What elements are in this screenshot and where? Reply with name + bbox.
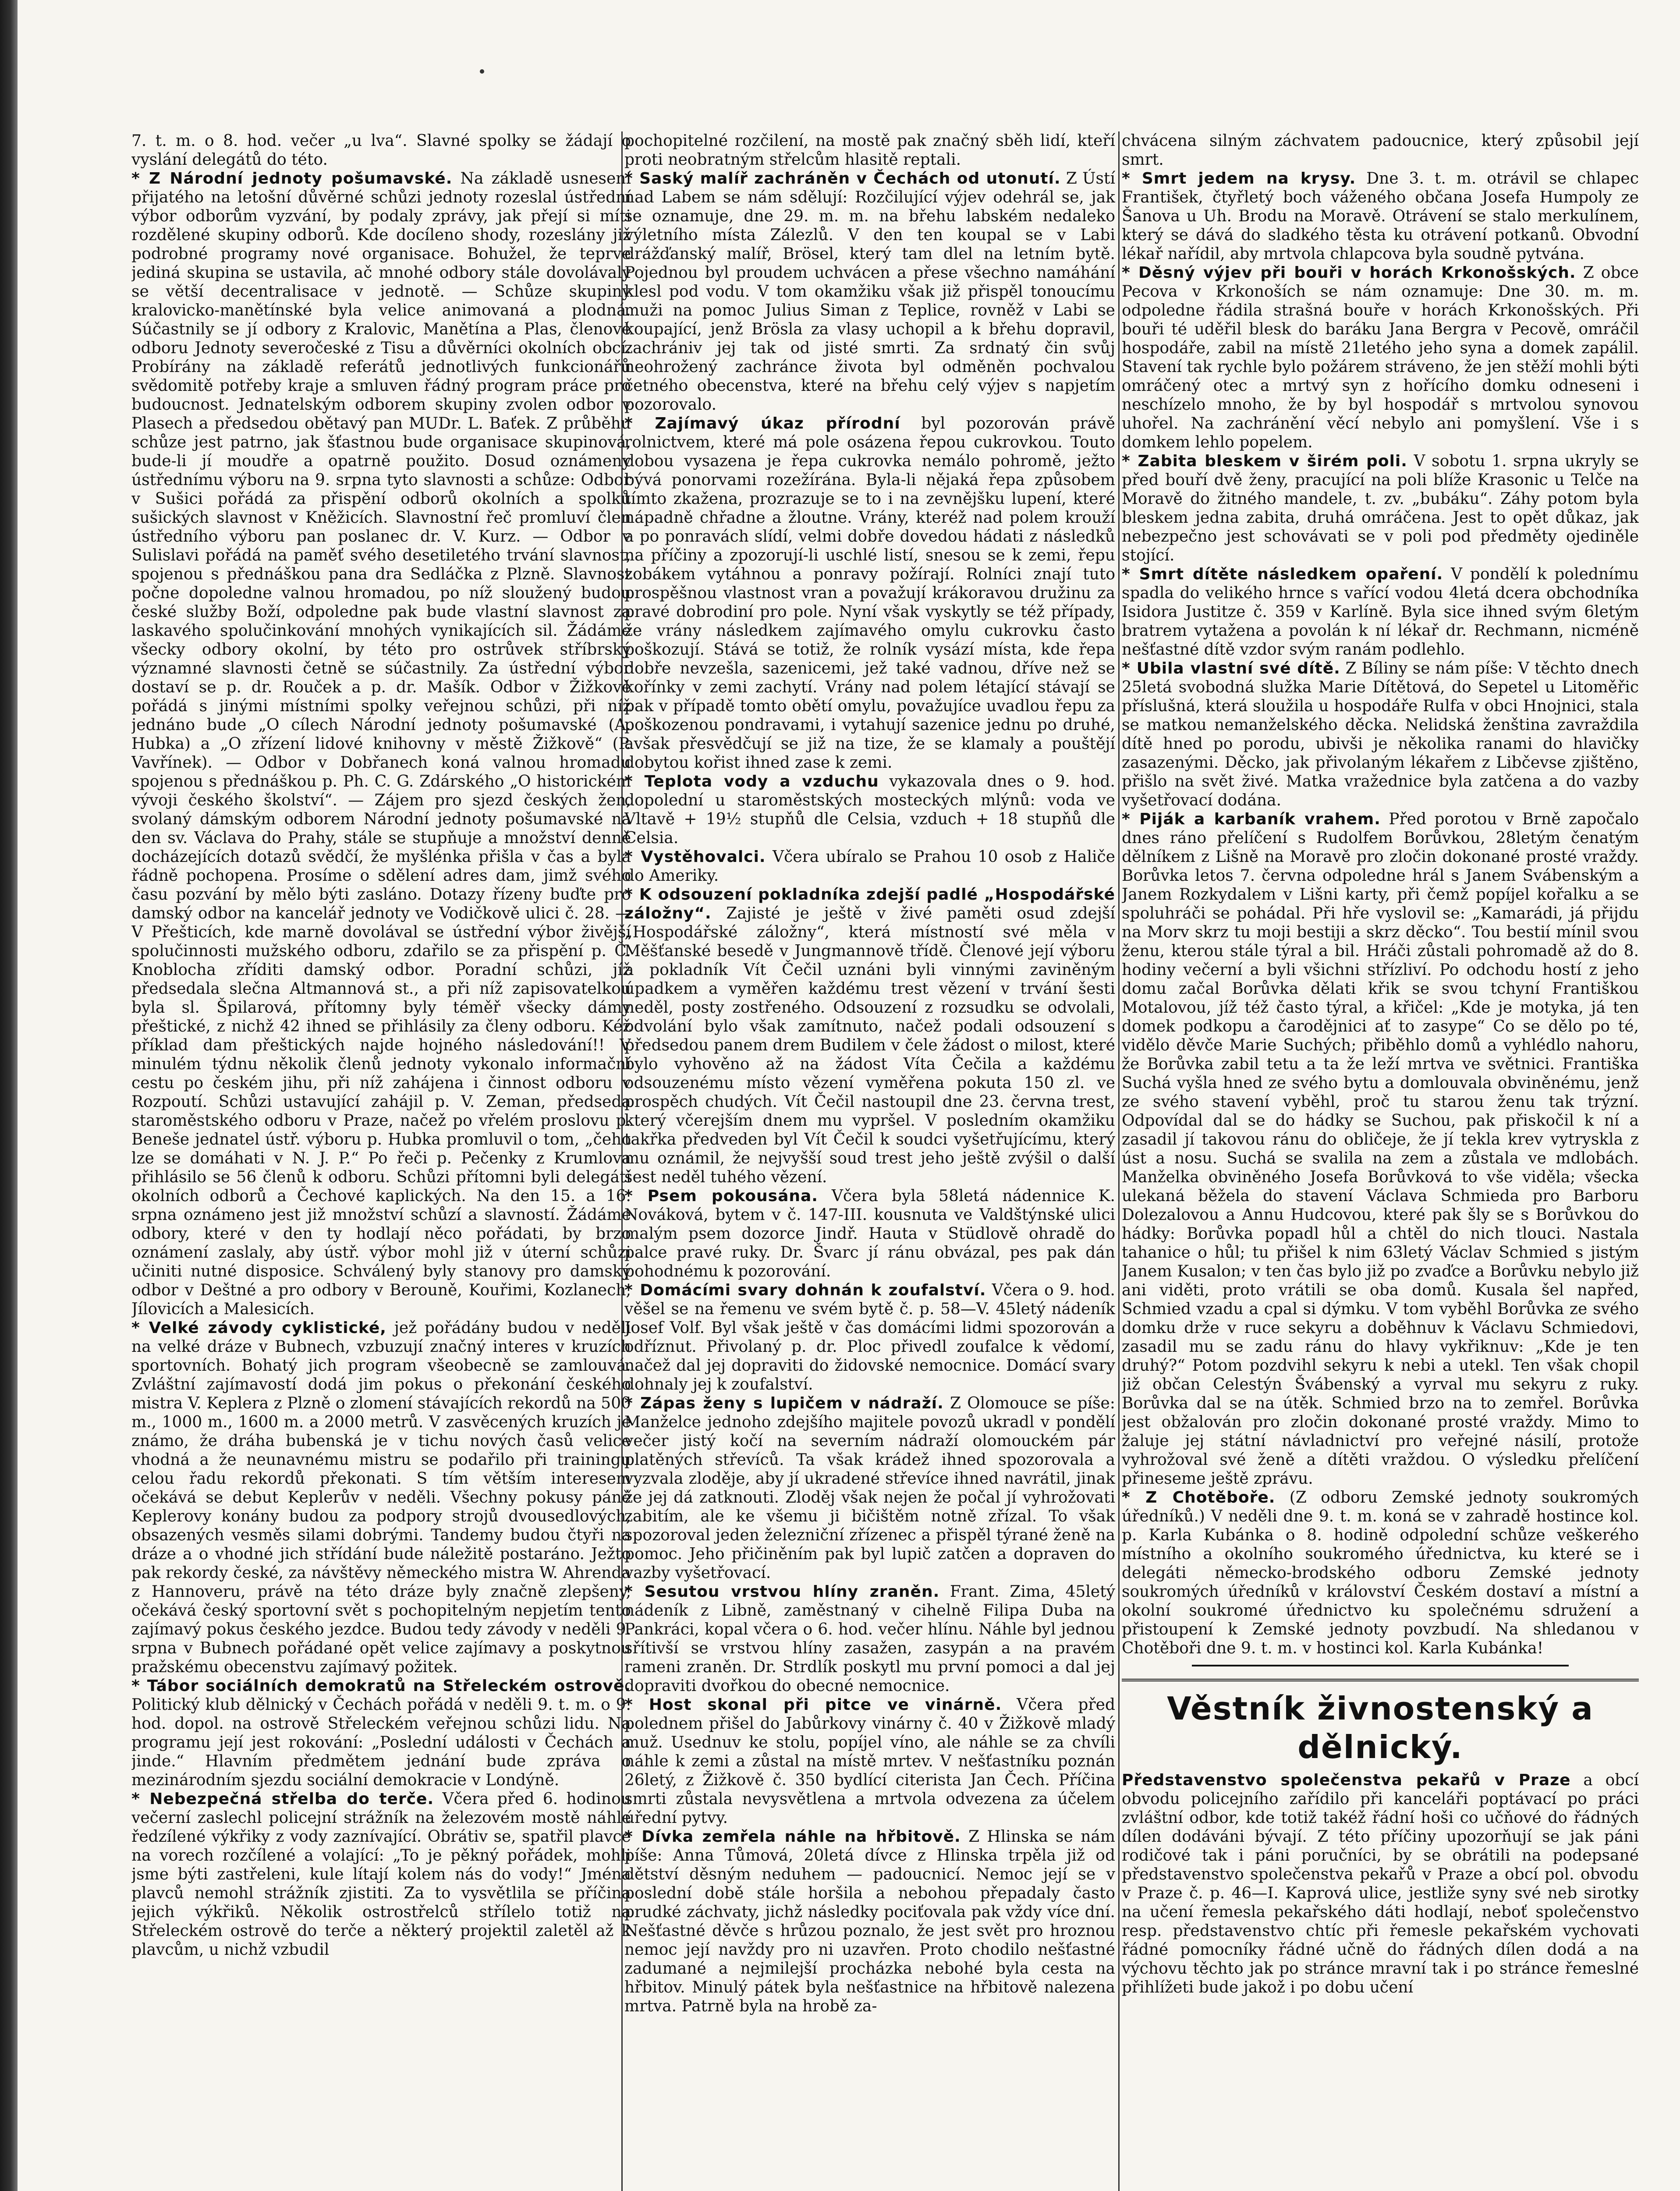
article-text: vykazovala dnes o 9. hod. dopolední u staroměstských mosteckých mlýnů: voda ve Vltavě + 19½ stupňů dle Celsia, vzduch + 18 stupňů dle Celsia. bbox=[624, 773, 1115, 847]
article-text: Včera před polednem přišel do Jabůrkovy vinárny č. 40 v Žižkově mladý muž. Usednuv ke stolu, popíjel víno, ale náhle se za chvíli náhle k zemi a zůstal na místě mrtev. V nešťastníku poznán 26letý, z Žižkově č. 350 bydlící citerista Jan Čech. Příčina smrti zůstala nevysvětlena a mrtvola odvezena za účelem úřední pytvy. bbox=[624, 1696, 1115, 1827]
article-paragraph bbox=[131, 131, 631, 169]
column-2 bbox=[624, 131, 1115, 2191]
article-paragraph bbox=[624, 169, 1115, 414]
article-text: Zajisté je ještě v živé paměti osud zdejší „Hospodářské záložny“, která místností své měla v Měšťanské besedě v Jungmannově třídě. Členové její výboru a pokladník Vít Čečil uznáni byli vinnými zaviněným úpadkem a vyměřen každému trest vězení v trvání šesti neděl, posty zostřeného. Odsouzení z rozsudku se odvolali, odvolání bylo však zamítnuto, načež podali odsouzení s předsedou panem drem Budilem v čele žádost o milost, které bylo vyhověno až na žádost Víta Čečila a každému odsouzenému místo vězení vyměřena pokuta 150 zl. ve prospěch chudých. Vít Čečil nastoupil dne 23. června trest, který včerejším dnem mu vypršel. V posledním okamžiku takřka předveden byl Vít Čečil k soudci vyšetřujícímu, který mu oznámil, že nejvyšší soud trest jeho ještě zvýšil o další šest neděl tuhého vězení. bbox=[624, 904, 1115, 1186]
article-text: byl pozorován právě rolnictvem, které má pole osázena řepou cukrovkou. Touto dobou vysazena je řepa cukrovka nemálo pohromě, ježto bývá ponorvami rozežírána. Byla-li nějaká řepa způsobem tímto zkažena, prozrazuje se to i na zevnějšku lupení, které nápadně chřadne a žloutne. Vrány, kteréž nad polem krouží a po ponravách slídí, velmi dobře dovedou hádati z následků na příčiny a zpozorují-li uschlé listí, snesou se k zemi, řepu zobákem vytáhnou a ponravy požírají. Rolníci znají tuto prospěšnou vlastnost vran a považují krákoravou družinu za pravé dobrodiní pro pole. Nyní však vyskytly se též případy, že vrány následkem zajímavého omylu cukrovku často poškozují. Stává se totiž, že rolník vysází místa, kde řepa dobře nevzešla, sazenicemi, jež také vadnou, dříve než se kořínky v zemi zachytí. Vrány nad polem létající stávají se pak v případě tomto obětí omylu, považujíce uvadlou řepu za poškozenou pondravami, i vytahují sazenice jednu po druhé, avšak přesvědčují se již na tize, že se klamaly a pouštějí dobytou kořist ihned zase k zemi. bbox=[624, 415, 1115, 772]
article-paragraph bbox=[1122, 131, 1639, 169]
article-headline: * Zajímavý úkaz přírodní bbox=[624, 415, 900, 433]
column-rule bbox=[1118, 131, 1120, 2191]
article-headline: * Saský malíř zachráněn v Čechách od utonutí. bbox=[624, 170, 1061, 188]
article-headline: * Děsný výjev při bouři v horách Krkonošských. bbox=[1122, 264, 1576, 282]
article-text: Včera o 9. hod. věšel se na řemenu ve svém bytě č. p. 58—V. 45letý nádeník Josef Volf. Byl však ještě v čas domácími lidmi spozorován a odříznut. Přivolaný p. dr. Ploc přivedl zoufalce k vědomí, načež dal jej dopraviti do židovské nemocnice. Domácí svary dohnaly jej k zoufalství. bbox=[624, 1281, 1115, 1393]
article-headline: * K odsouzení pokladníka zdejší padlé „Hospodářské záložny“. bbox=[624, 886, 1115, 922]
article-paragraph bbox=[624, 1394, 1115, 1582]
article-paragraph bbox=[624, 1187, 1115, 1281]
article-text: Včera ubíralo se Prahou 10 osob z Haliče do Ameriky. bbox=[624, 848, 1115, 885]
article-paragraph bbox=[624, 1582, 1115, 1695]
article-paragraph bbox=[624, 847, 1115, 885]
article-paragraph bbox=[131, 1790, 631, 1959]
article-paragraph bbox=[624, 414, 1115, 772]
article-paragraph bbox=[1122, 1488, 1639, 1658]
article-text: jež pořádány budou v neděli na velké dráze v Bubnech, vzbuzují značný interes v kruzích sportovních. Bohatý jich program všeobecně se zamlouvá. Zvláštní zajímavostí dodá jim pokus o překonání českého mistra V. Keplera z Plzně o zlomení stávajících rekordů na 500 m., 1000 m., 1600 m. a 2000 metrů. V zasvěcených kruzích je známo, že dráha bubenská je v tichu nových časů velice vhodná a že neunavnému mistru se podařilo při trainingu celou řadu rekordů překonati. S tím větším interesem očekává se debut Keplerův v neděli. Všechny pokusy páně Keplerovy konány budou za podpory strojů dvousedlových, obsazených vesměs silami dobrými. Tandemy budou čtyři na dráze a o vhodné jich střídání bude náležitě postaráno. Ježto pak rekordy české, za návštěvy německého mistra W. Ahrenda z Hannoveru, právě na této dráze byly značně zlepšeny, očekává český sportovní svět s pochopitelným nepjetím tento zajímavý pokus českého jezdce. Budou tedy závody v neděli 9. srpna v Bubnech pořádané opět velice zajímavy a poskytnou pražskému obecenstvu zajímavý požitek. bbox=[131, 1319, 631, 1676]
article-text: Z Ústí nad Labem se nám sdělují: Rozčilující výjev odehrál se, jak se oznamuje, dne 29. m. m. na břehu labském nedaleko výletního místa Zálezlů. V den ten koupal se v Labi drážďanský malíř, Brösel, který tam dlel na letním bytě. Pojednou byl proudem uchvácen a přese všechno namáhání klesl pod vodu. V tom okamžiku však již přispěl tonoucímu muži na pomoc Julius Siman z Teplice, rovněž v Labi se koupající, jenž Brösla za vlasy uchopil a k břehu dopravil, zachrániv jej tak od jisté smrti. Za srdnatý čin svůj neohrožený zachránce života byl odměněn pochvalou četného obecenstva, které na břehu celý výjev s napjetím pozorovalo. bbox=[624, 170, 1115, 414]
article-text: Před porotou v Brně započalo dnes ráno přelíčení s Rudolfem Borůvkou, 28letým čenatým dělníkem z Lišně na Moravě pro zločin dokonané prosté vraždy. Borůvka letos 7. června odpoledne hrál s Janem Svábenským a Janem Rozkydalem v Lišni karty, při čemž popíjel kořalku a se spoluhráči se pohádal. Při hře vyslovil se: „Kamarádi, já přijdu na Morv skrz tu moji bestiji a skrz děcko“. Tou bestií mínil svou ženu, kterou stále týral a bil. Hráči zůstali pohromadě až do 8. hodiny večerní a byli všichni střízliví. Po odchodu hostí z jeho domu začal Borůvka dělati křik se svou tchyní Františkou Motalovou, jíž též často týral, a křičel: „Kde je motyka, já ten domek podkopu a čarodějnici ať to zasype“ Co se dělo po té, vidělo děvče Marie Suchých; přiběhlo domů a vyhlédlo nahoru, že Borůvka zabil tetu a ta že leží mrtva ve světnici. Františka Suchá vyšla hned ze svého bytu a domlouvala obviněnému, jenž ze svého stavení vyběhl, proč tu starou ženu tak trýzní. Odpovídal dal se do hádky se Suchou, pak přiskočil k ní a zasadil jí takovou ránu do obličeje, že jí tekla krev vytryskla z úst a nosu. Suchá se svalila na zem a zůstala ve mdlobách. Manželka obviněného Josefa Borůvková to vše viděla; všecka ulekaná běžela do stavení Václava Schmieda pro Barboru Dolezalovou a Annu Hudcovou, které pak šly se s Borůvkou do hádky: Borůvka popadl hůl a chtěl do nich tlouci. Nastala tahanice o hůl; tu přišel k nim 63letý Václav Schmied s jistým Janem Kusalon; v ten čas bylo již po zvaďce a Borůvku nebylo již ani viděti, proto vrátili se oba domů. Kusala šel napřed, Schmied vzadu a cpal si dýmku. V tom vyběhl Borůvka ze svého domku drže v ruce sekyru a doběhnuv k Václavu Schmiedovi, zasadil mu se zadu ránu do hlavy vykřiknuv: „Kde je ten druhý?“ Potom pozdvihl sekyru k nebi a utekl. Ten však chopil již občan Celestýn Švábenský a vyrval mu sekyru z ruky. Borůvka dal se na útěk. Schmied brzo na to zemřel. Borůvka jest obžalován pro zločin dokonané prosté vraždy. Mimo to žaluje jej státní návladnictví pro veřejné násilí, protože vyhrožoval své ženě a dítěti vraždou. O výsledku přelíčení přineseme ještě zprávu. bbox=[1122, 810, 1639, 1488]
article-headline: * Vystěhovalci. bbox=[624, 848, 766, 866]
article-text: Z Hlinska se nám píše: Anna Tůmová, 20letá dívce z Hlinska trpěla již od dětství děsným neduhem — padoucnicí. Nemoc její se v poslední době stále horšila a nebohou přepadaly často prudké záchvaty, jichž následky pociťovala pak vždy více dní. Nešťastné děvče s hrůzou poznalo, že jest svět pro hroznou nemoc její navždy pro ni uzavřen. Proto chodilo nešťastné zadumané a nejmilejší procházka nebohé byla cesta na hřbitov. Minulý pátek byla nešťastnice na hřbitově nalezena mrtva. Patrně byla na hrobě za- bbox=[624, 1828, 1115, 2015]
article-text: Z Olomouce se píše: Manželce jednoho zdejšího majitele povozů ukradl v pondělí večer jistý kočí na severním nádraží olomouckém pár platěných střevíců. Ta však krádež ihned spozorovala a vyzvala zloděje, aby jí ukradené střevíce ihned navrátil, jinak že jej dá zatknouti. Zloděj však nejen že počal jí vyhrožovati zabitím, ale ke všemu ji bičištěm notně zřízal. To však spozoroval jeden železniční zřízenec a přispěl týrané ženě na pomoc. Jeho přičiněním pak byl lupič zatčen a dopraven do vazby vyšetřovací. bbox=[624, 1394, 1115, 1582]
column-1 bbox=[131, 131, 631, 2191]
article-headline: * Tábor sociálních demokratů na Střeleckém ostrově. bbox=[131, 1677, 631, 1695]
article-headline: * Domácími svary dohnán k zoufalství. bbox=[624, 1281, 986, 1299]
article-text: Dne 3. t. m. otrávil se chlapec František, čtyřletý boch váženého občana Josefa Humpoly ze Šanova u Uh. Brodu na Moravě. Otrávení se stalo merkulínem, který se dává do sladkého těsta ku otrávení potkanů. Obvodní lékař nařídil, aby mrtvola chlapcova byla soudně pytvána. bbox=[1122, 170, 1639, 263]
article-paragraph bbox=[131, 1319, 631, 1677]
article-headline: * Zápas ženy s lupičem v nádraží. bbox=[624, 1394, 944, 1412]
article-paragraph bbox=[131, 1677, 631, 1790]
article-headline: Představenstvo společenstva pekařů v Praze bbox=[1122, 1771, 1571, 1789]
article-headline: * Sesutou vrstvou hlíny zraněn. bbox=[624, 1583, 940, 1601]
article-text: Včera byla 58letá nádennice K. Nováková, bytem v č. 147-III. kousnuta ve Valdštýnské ulici malým psem dozorce Jindř. Hauta v Stüdlově ohradě do palce pravé ruky. Dr. Švarc jí ránu obvázal, pes pak dán pohodnému k pozorování. bbox=[624, 1187, 1115, 1280]
column-3 bbox=[1122, 131, 1639, 2191]
article-paragraph bbox=[1122, 452, 1639, 565]
article-paragraph bbox=[1122, 565, 1639, 659]
article-headline: * Z Národní jednoty pošumavské. bbox=[131, 170, 453, 188]
article-headline: * Host skonal při pitce ve vinárně. bbox=[624, 1696, 1002, 1714]
article-text: chvácena silným záchvatem padoucnice, který způsobil její smrt. bbox=[1122, 132, 1639, 169]
section-title: Věstník živnostenský a dělnický. bbox=[1122, 1679, 1639, 1766]
print-speck bbox=[480, 69, 484, 74]
article-headline: * Ubila vlastní své dítě. bbox=[1122, 659, 1340, 677]
article-headline: * Velké závody cyklistické, bbox=[131, 1319, 386, 1337]
page-binding-edge bbox=[0, 0, 18, 2191]
article-text: Z Bíliny se nám píše: V těchto dnech 25letá svobodná služka Marie Dítětová, do Sepetel u Litoměřic příslušná, která sloužila u hospodáře Rulfa v obci Hnojnici, stala se matkou nemanželského děcka. Nelidská ženština zavraždila dítě hned po porodu, ubivši je několika ranami do hlavičky zasazenými. Děcko, jak přivolaným lékařem z Libčevse zjištěno, přišlo na svět živé. Matka vražednice byla zatčena a do vazby vyšetřovací dodána. bbox=[1122, 659, 1639, 809]
article-text: V sobotu 1. srpna ukryly se před bouří dvě ženy, pracující na poli blíže Krasonic u Telče na Moravě do žitného mandele, t. zv. „bubáku“. Záhy potom byla bleskem jedna zabita, druhá omráčena. Jest to opět důkaz, jak nebezpečno jest schovávati se v poli pod předměty ojediněle stojící. bbox=[1122, 452, 1639, 564]
article-headline: * Dívka zemřela náhle na hřbitově. bbox=[624, 1828, 961, 1846]
article-text: Na základě usnesení přijatého na letošní důvěrné schůzi jednoty rozeslal ústřední výbor odborům vyzvání, by podaly zprávy, jak přejí si míti rozdělené skupiny odborů. Kde docíleno shody, rozeslány již podrobné programy nové organisace. Bohužel, že teprve jediná skupina se ustavila, ač mnohé odbory stále dovolávaly se větší decentralisace v jednotě. — Schůze skupiny kralovicko-manětínské byla velice animovaná a plodná. Súčastnily se jí odbory z Kralovic, Manětína a Plas, členové odboru Jednoty severočeské z Tisu a důvěrníci okolních obcí. Probírány na základě referátů jednotlivých funkcionářů svědomitě potřeby kraje a smluven řádný program práce pro budoucnost. Jednatelským odborem skupiny zvolen odbor v Plasech a předsedou obětavý pan MUDr. L. Baťek. Z průběhu schůze jest patrno, jak šťastnou bude organisace skupinová, bude-li jí moudře a opatrně použito. Dosud oznámeny ústřednímu výboru na 9. srpna tyto slavnosti a schůze: Odbor v Sušici pořádá za přispění odborů okolních a spolků sušických slavnost v Kněžicích. Slavnostní řeč promluví člen ústředního výboru pan poslanec dr. V. Kurz. — Odbor v Sulislavi pořádá na paměť svého desetiletého trvání slavnost, spojenou s přednáškou pana dra Sedláčka z Plzně. Slavnost počne dopoledne valnou hromadou, po níž sloužený budou české služby Boží, odpoledne pak bude vlastní slavnost za laskavého spolučinkování mnohých vynikajících sil. Žádáme všecky odbory okolní, by této pro ostrůvek stříbrský významné slavnosti četně se súčastnily. Za ústřední výbor dostaví se p. dr. Rouček a p. dr. Mašík. Odbor v Žižkově pořádá s jinými místními spolky veřejnou schůzi, při níž jednáno bude „O cílech Národní jednoty pošumavské (A. Hubka) a „O zřízení lidové knihovny v městě Žižkově“ (P. Vavřínek). — Odbor v Dobřanech koná valnou hromadu spojenou s přednáškou p. Ph. C. G. Zdárského „O historickém vývoji českého školství“. — Zájem pro sjezd českých žen, svolaný dámským odborem Národní jednoty pošumavské na den sv. Václava do Prahy, stále se stupňuje a množství denně docházejících dotazů svědčí, že myšlénka přišla v čas a byla řádně pochopena. Prosíme o sdělení adres dam, jimž svého času pozvání by mělo býti zasláno. Dotazy řízeny buďte pro damský odbor na kancelář jednoty ve Vodičkově ulici č. 28. — V Přešticích, kde marně dovolával se ústřední výbor živější spolučinnosti mužského odboru, zdařilo se za přispění p. Č. Knoblocha zříditi damský odbor. Poradní schůzi, jíž předsedala slečna Altmannová st., a při níž zapisovatelkou byla sl. Špilarová, přítomny byly téměř všecky dámy přeštické, z nichž 42 ihned se přihlásily za členy odboru. Kéž příklad dam přeštických najde hojného následování!! V minulém týdnu několik členů jednoty vykonalo informační cestu po českém jihu, při níž zahájena i činnost odboru v Rozpoutí. Schůzi ustavující zahájil p. V. Zeman, předseda staroměstského odboru v Praze, načež po vřelém proslovu p. Beneše jednatel ústř. výboru p. Hubka promluvil o tom, „čeho lze se domáhati v N. J. P.“ Po řeči p. Pečenky z Krumlova přihlásilo se 56 členů k odboru. Schůzi přítomni byli delegáti okolních odborů a Čechové kaplických. Na den 15. a 16. srpna oznámeno jest již množství schůzí a slavností. Žádáme odbory, které v den ty hodlají něco pořádati, by brzo oznámení zaslaly, aby ústř. výbor mohl již v úterní schůzi učiniti nutné disposice. Schválený byly stanovy pro damský odbor v Deštné a pro odbory v Berouně, Kouřimi, Kozlanech, Jílovicích a Malesicích. bbox=[131, 170, 631, 1318]
article-headline: * Teplota vody a vzduchu bbox=[624, 773, 879, 791]
article-text: Politický klub dělnický v Čechách pořádá v neděli 9. t. m. o 9. hod. dopol. na ostrově Střeleckém veřejnou schůzi lidu. Na programu její jest rokování: „Poslední události v Čechách a jinde.“ Hlavním předmětem jednání bude zpráva o mezinárodním sjezdu sociální demokracie v Londýně. bbox=[131, 1696, 631, 1789]
article-paragraph bbox=[624, 1827, 1115, 2016]
article-paragraph bbox=[624, 885, 1115, 1187]
article-paragraph bbox=[624, 1695, 1115, 1827]
article-headline: * Psem pokousána. bbox=[624, 1187, 818, 1205]
article-paragraph bbox=[624, 131, 1115, 169]
article-headline: * Nebezpečná střelba do terče. bbox=[131, 1790, 434, 1808]
article-text: a obcí obvodu policejního zařídilo při kanceláři poptávací po práci zvláštní odbor, kde totiž takéž řádní hoši co učňové do řádných dílen dodáváni bývají. Z této příčiny upozorňují se jak páni rodičové tak i páni poručníci, by se obrátili na podepsané představenstvo společenstva pekařů v Praze a obcí pol. obvodu v Praze č. p. 46—I. Kaprová ulice, jestliže syny své neb sirotky na učení řemesla pekařského dáti hodlají, neboť společenstvo resp. představenstvo chtíc při řemesle pekařském vychovati řádné pomocníky řádné učně do řádných dílen dodá a na výchovu těchto jak po stránce mravní tak i po stránce řemeslné přihlížeti bude jakož i po dobu učení bbox=[1122, 1771, 1639, 1996]
article-text: Z obce Pecova v Krkonoších se nám oznamuje: Dne 30. m. m. odpoledne řádila strašná bouře v horách Krkonošských. Při bouři té uděřil blesk do baráku Jana Bergra v Pecově, omráčil hospodáře, zabil na místě 21letého jeho syna a domek zapálil. Stavení tak rychle bylo požárem stráveno, že jen stěží mohli býti omráčený otec a mrtvý syn z hořícího domku odneseni i neschízelo mnoho, že by byl hospodář s mrtvolou synovou uhořel. Na zachránění věcí nebylo ani pomyšlení. Vše i s domkem lehlo popelem. bbox=[1122, 264, 1639, 451]
article-headline: * Smrt jedem na krysy. bbox=[1122, 170, 1356, 188]
article-text: 7. t. m. o 8. hod. večer „u lva“. Slavné spolky se žádají o vyslání delegátů do této. bbox=[131, 132, 631, 169]
article-headline: * Smrt dítěte následkem opaření. bbox=[1122, 565, 1443, 583]
article-paragraph bbox=[624, 772, 1115, 847]
article-text: (Z odboru Zemské jednoty soukromých úředníků.) V neděli dne 9. t. m. koná se v zahradě hostince kol. p. Karla Kubánka o 8. hodině odpolední schůze veškerého místního a okolního soukromého úřednictva, ku které se i delegáti německo-brodského odboru Zemské jednoty soukromých úředníků v království Českém dostaví a místní a okolní soukromé úřednictvo ku společnému sdružení a přistoupení k Zemské jednoty povzbudí. Na shledanou v Chotěboři dne 9. t. m. v hostinci kol. Karla Kubánka! bbox=[1122, 1489, 1639, 1657]
article-paragraph bbox=[131, 169, 631, 1319]
article-headline: * Zabita bleskem v širém poli. bbox=[1122, 452, 1407, 470]
article-paragraph bbox=[1122, 1771, 1639, 1997]
article-paragraph bbox=[1122, 263, 1639, 452]
article-paragraph bbox=[1122, 810, 1639, 1488]
article-headline: * Z Chotěboře. bbox=[1122, 1489, 1276, 1507]
article-text: Včera před 6. hodinou večerní zaslechl policejní strážník na železovém mostě náhle ředzílené výkřiky z vody zaznívající. Obrátiv se, spatřil plavce na vorech rozčílené a volající: „To je pěkný pořádek, mohli jsme býti zastřeleni, kule lítají kolem nás do vody!“ Jména plavců nemohl strážník zjistiti. Za to vysvětlila se příčina jejich výkřiků. Několik ostrostřelců střílelo totiž na Střeleckém ostrově do terče a některý projektil zaletěl až k plavcům, u nichž vzbudil bbox=[131, 1790, 631, 1959]
article-text: V pondělí k polednímu spadla do velikého hrnce s vařící vodou 4letá dcera obchodníka Isidora Justitze č. 359 v Karlíně. Byla sice ihned svým 6letým bratrem vytažena a povolán k ní lékař dr. Rechmann, nicméně nešťastné dítě vzdor svým ranám podlehlo. bbox=[1122, 565, 1639, 659]
article-paragraph bbox=[624, 1281, 1115, 1394]
section-divider bbox=[1192, 1665, 1569, 1666]
article-text: pochopitelné rozčilení, na mostě pak značný sběh lidí, kteří proti neobratným střelcům hlasitě reptali. bbox=[624, 132, 1115, 169]
article-headline: * Piják a karbaník vrahem. bbox=[1122, 810, 1381, 828]
article-text: Frant. Zima, 45letý nádeník z Libně, zaměstnaný v cihelně Filipa Duba na Pankráci, kopal včera o 6. hod. večer hlínu. Náhle byl jednou sřítivší se vrstvou hlíny zasažen, zasypán a na pravém rameni zraněn. Dr. Strdlík poskytl mu první pomoci a dal jej dopraviti dvořkou do obecné nemocnice. bbox=[624, 1583, 1115, 1695]
article-paragraph bbox=[1122, 659, 1639, 810]
article-paragraph bbox=[1122, 169, 1639, 263]
